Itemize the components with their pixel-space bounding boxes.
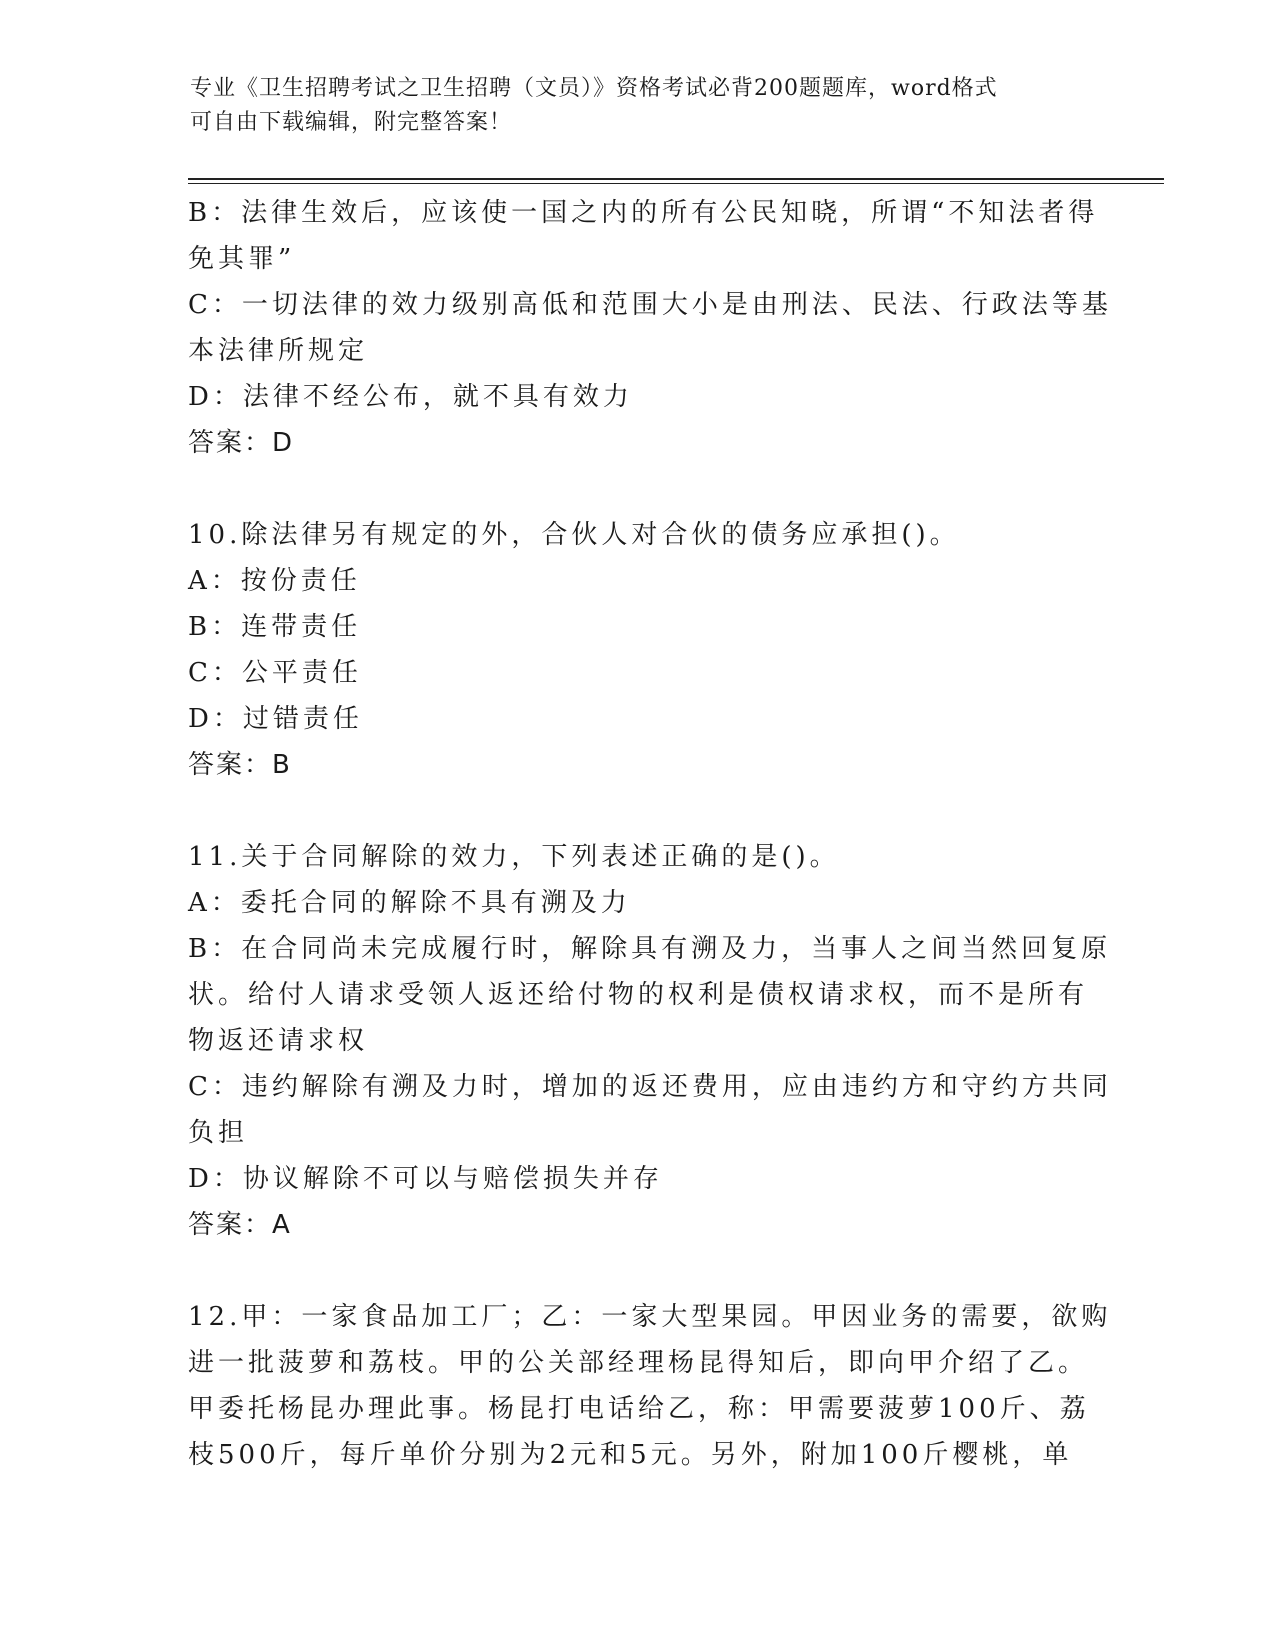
option-d: D：法律不经公布，就不具有效力 (188, 382, 633, 412)
option-b-line-1: B：在合同尚未完成履行时，解除具有溯及力，当事人之间当然回复原 (188, 934, 1112, 964)
question-block-9 (188, 190, 1112, 466)
question-stem-line-3: 甲委托杨昆办理此事。杨昆打电话给乙，称：甲需要菠萝100斤、荔 (188, 1394, 1090, 1424)
option-b-line-1: B：法律生效后，应该使一国之内的所有公民知晓，所谓“不知法者得 (188, 198, 1099, 228)
answer-label: 答案：A (188, 1210, 292, 1240)
question-spacer (188, 1248, 1088, 1294)
document-header (190, 72, 1090, 140)
question-spacer (188, 466, 1088, 512)
header-divider-thin (188, 183, 1164, 184)
option-b-line-3: 物返还请求权 (188, 1026, 369, 1056)
header-title-line-1: 专业《卫生招聘考试之卫生招聘（文员）》资格考试必背200题题库，word格式 (190, 76, 998, 101)
answer-label: 答案：D (188, 428, 295, 458)
answer-label: 答案：B (188, 750, 292, 780)
question-block-10 (188, 512, 1088, 788)
option-a: A：委托合同的解除不具有溯及力 (188, 888, 631, 918)
question-stem-line-4: 枝500斤，每斤单价分别为2元和5元。另外，附加100斤樱桃，单 (188, 1440, 1073, 1470)
option-c-line-2: 本法律所规定 (188, 336, 369, 366)
question-stem: 10.除法律另有规定的外，合伙人对合伙的债务应承担()。 (188, 520, 960, 550)
option-d: D：过错责任 (188, 704, 363, 734)
question-block-12 (188, 1294, 1112, 1478)
option-b-line-2: 免其罪” (188, 244, 296, 274)
option-a: A：按份责任 (188, 566, 361, 596)
option-d: D：协议解除不可以与赔偿损失并存 (188, 1164, 663, 1194)
header-divider-thick (188, 178, 1164, 180)
question-stem: 11.关于合同解除的效力，下列表述正确的是()。 (188, 842, 840, 872)
option-c-line-2: 负担 (188, 1118, 249, 1148)
question-spacer (188, 788, 1088, 834)
question-stem-line-1: 12.甲：一家食品加工厂；乙：一家大型果园。甲因业务的需要，欲购 (188, 1302, 1112, 1332)
option-c-line-1: C：违约解除有溯及力时，增加的返还费用，应由违约方和守约方共同 (188, 1072, 1112, 1102)
option-c-line-1: C：一切法律的效力级别高低和范围大小是由刑法、民法、行政法等基 (188, 290, 1112, 320)
question-stem-line-2: 进一批菠萝和荔枝。甲的公关部经理杨昆得知后，即向甲介绍了乙。 (188, 1348, 1089, 1378)
header-title-line-2: 可自由下载编辑，附完整答案！ (190, 110, 513, 135)
question-block-11 (188, 834, 1112, 1248)
option-b: B：连带责任 (188, 612, 362, 642)
question-content (188, 190, 1112, 1478)
option-c: C：公平责任 (188, 658, 362, 688)
option-b-line-2: 状。给付人请求受领人返还给付物的权利是债权请求权，而不是所有 (188, 980, 1089, 1010)
